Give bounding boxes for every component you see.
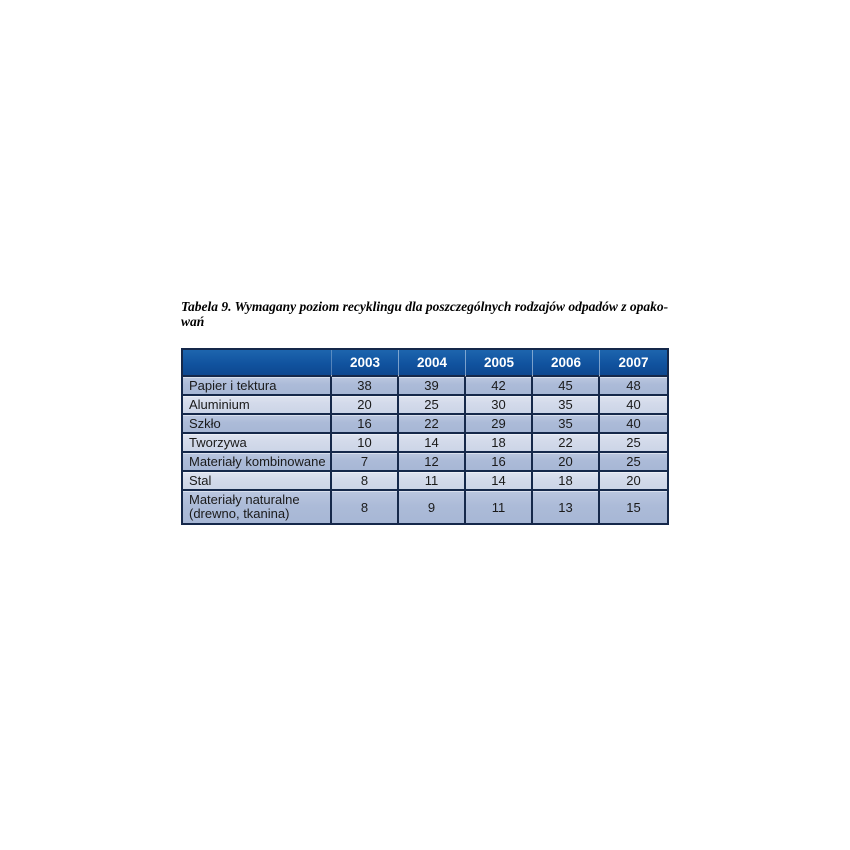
row-label: Materiały naturalne (drewno, tkanina) (183, 491, 332, 523)
cell-value: 9 (399, 491, 466, 523)
cell-value: 11 (466, 491, 533, 523)
cell-value: 40 (600, 396, 667, 415)
cell-value: 42 (466, 377, 533, 396)
table-row-szklo (183, 415, 667, 434)
table-row-stal (183, 472, 667, 491)
cell-value: 8 (332, 491, 399, 523)
caption-line-1: Tabela 9. Wymagany poziom recyklingu dla poszczególnych rodzajów odpadów z opako- (181, 299, 669, 314)
year-header-2005: 2005 (466, 350, 533, 377)
cell-value: 25 (399, 396, 466, 415)
cell-value: 14 (399, 434, 466, 453)
cell-value: 10 (332, 434, 399, 453)
table-row-materialy-kombinowane (183, 453, 667, 472)
cell-value: 25 (600, 434, 667, 453)
year-header-2007: 2007 (600, 350, 667, 377)
cell-value: 38 (332, 377, 399, 396)
row-label: Szkło (183, 415, 332, 434)
row-label: Papier i tektura (183, 377, 332, 396)
cell-value: 25 (600, 453, 667, 472)
cell-value: 16 (332, 415, 399, 434)
cell-value: 45 (533, 377, 600, 396)
row-label: Materiały kombinowane (183, 453, 332, 472)
cell-value: 8 (332, 472, 399, 491)
table-row-papier-i-tektura (183, 377, 667, 396)
year-header-2004: 2004 (399, 350, 466, 377)
cell-value: 22 (399, 415, 466, 434)
cell-value: 39 (399, 377, 466, 396)
table-caption (181, 299, 701, 329)
corner-header-cell (183, 350, 332, 377)
cell-value: 29 (466, 415, 533, 434)
cell-value: 20 (533, 453, 600, 472)
cell-value: 30 (466, 396, 533, 415)
table-row-tworzywa (183, 434, 667, 453)
cell-value: 20 (600, 472, 667, 491)
row-label: Stal (183, 472, 332, 491)
cell-value: 48 (600, 377, 667, 396)
cell-value: 20 (332, 396, 399, 415)
cell-value: 35 (533, 415, 600, 434)
cell-value: 22 (533, 434, 600, 453)
caption-line-2: wań (181, 314, 205, 329)
cell-value: 11 (399, 472, 466, 491)
row-label: Tworzywa (183, 434, 332, 453)
table-row-materialy-naturalne (183, 491, 667, 523)
row-label: Aluminium (183, 396, 332, 415)
year-header-2003: 2003 (332, 350, 399, 377)
cell-value: 15 (600, 491, 667, 523)
cell-value: 35 (533, 396, 600, 415)
cell-value: 13 (533, 491, 600, 523)
recycling-requirements-table (181, 348, 669, 525)
cell-value: 18 (466, 434, 533, 453)
cell-value: 40 (600, 415, 667, 434)
header-row (183, 350, 667, 377)
cell-value: 14 (466, 472, 533, 491)
year-header-2006: 2006 (533, 350, 600, 377)
cell-value: 7 (332, 453, 399, 472)
table-row-aluminium (183, 396, 667, 415)
cell-value: 12 (399, 453, 466, 472)
cell-value: 16 (466, 453, 533, 472)
cell-value: 18 (533, 472, 600, 491)
